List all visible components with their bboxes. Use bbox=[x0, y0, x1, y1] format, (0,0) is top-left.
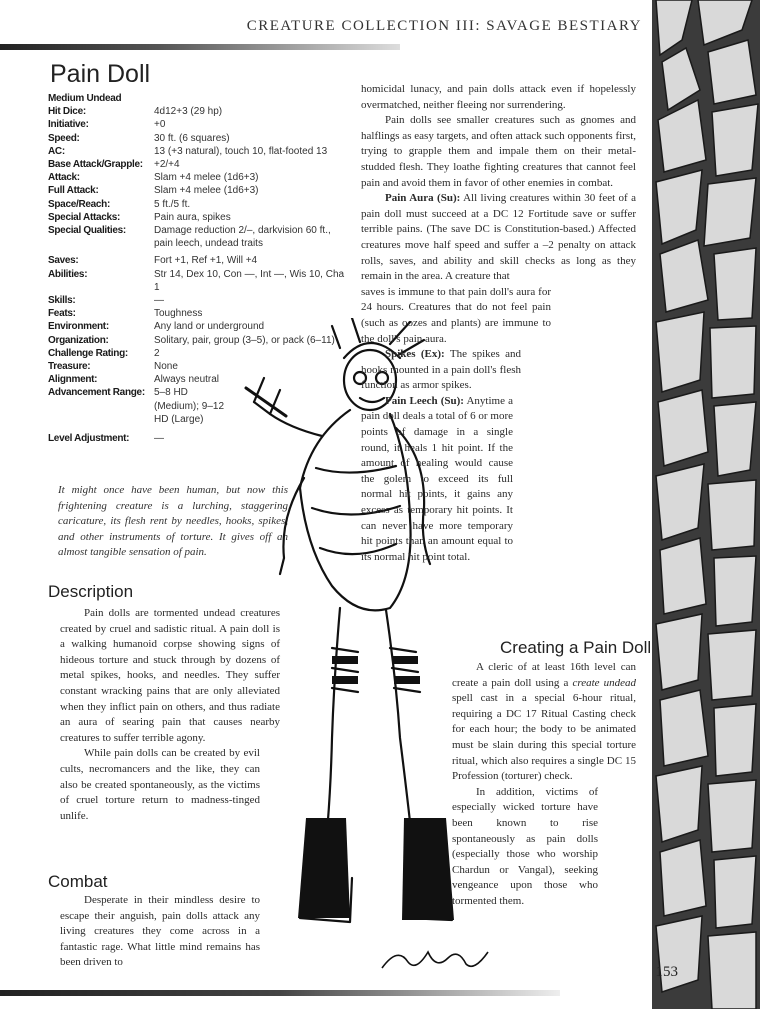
stat-value: Str 14, Dex 10, Con —, Int —, Wis 10, Cha 1 bbox=[154, 268, 345, 293]
stat-label: Advancement Range: bbox=[48, 387, 145, 399]
stat-label: Abilities: bbox=[48, 268, 88, 280]
stat-value: Fort +1, Ref +1, Will +4 bbox=[154, 255, 258, 267]
stat-label: Feats: bbox=[48, 308, 76, 320]
stat-value: Pain aura, spikes bbox=[154, 211, 231, 223]
stat-value: — bbox=[154, 433, 164, 445]
description-paragraph: While pain dolls can be created by evil cults, necromancers and the like, they can also be created spontaneously, as the victims of cruel torture return to madness-tinged unlife. bbox=[60, 747, 260, 822]
stat-value: None bbox=[154, 361, 178, 373]
stat-label: Skills: bbox=[48, 295, 76, 307]
stat-label: Base Attack/Grapple: bbox=[48, 159, 143, 171]
creature-type-row bbox=[48, 92, 348, 105]
stat-label: Speed: bbox=[48, 132, 80, 144]
stat-row bbox=[48, 158, 348, 171]
stat-row bbox=[48, 268, 348, 294]
stat-label: Special Qualities: bbox=[48, 225, 126, 237]
creating-text-b: spell cast in a special 6-hour ritual, requiring a DC 17 Ritual Casting check for each hour; the body to be animated must be slain during this special torture ritual, which also requires a single DC 15 Profession (torturer) check. bbox=[452, 692, 636, 783]
stat-value: 5–8 HD (Medium); 9–12 HD (Large) bbox=[154, 387, 225, 425]
stat-label: Special Attacks: bbox=[48, 211, 121, 223]
stat-label: Saves: bbox=[48, 255, 79, 267]
stat-row bbox=[48, 171, 348, 184]
stat-label: Environment: bbox=[48, 321, 109, 333]
stat-value: 4d12+3 (29 hp) bbox=[154, 106, 223, 118]
stat-value: Toughness bbox=[154, 308, 203, 320]
stat-value: +2/+4 bbox=[154, 159, 180, 171]
stat-row bbox=[48, 145, 348, 158]
stat-label: Hit Dice: bbox=[48, 106, 86, 118]
creating-column bbox=[452, 660, 636, 910]
running-header: CREATURE COLLECTION III: SAVAGE BESTIARY bbox=[246, 18, 642, 34]
stat-row bbox=[48, 105, 348, 118]
stat-row bbox=[48, 224, 348, 250]
stat-row bbox=[48, 211, 348, 224]
stat-label: Full Attack: bbox=[48, 185, 99, 197]
stat-row bbox=[48, 294, 348, 307]
stat-value: 5 ft./5 ft. bbox=[154, 198, 191, 210]
stat-label: Treasure: bbox=[48, 361, 91, 373]
pain-leech-text: Anytime a pain doll deals a total of 6 or more points of damage in a single round, it heals 1 hit point. If the amount of healing would cause the golem to exceed its full normal hit points, it gains any excess as temporary hit points. It can never have more temporary hit points than an amount equal to its normal hit point total. bbox=[361, 394, 513, 563]
creature-type: Medium Undead bbox=[48, 93, 122, 104]
stat-row bbox=[48, 184, 348, 197]
stat-label: Challenge Rating: bbox=[48, 347, 128, 359]
pain-aura-continued: saves is immune to that pain doll's aura for 24 hours. Creatures that do not feel pain (such as oozes and plants) are immune to the doll's pain aura. bbox=[361, 285, 551, 345]
stat-label: Initiative: bbox=[48, 119, 89, 131]
right-column bbox=[361, 82, 636, 565]
pain-leech-paragraph bbox=[361, 394, 513, 566]
spontaneous-paragraph: In addition, victims of especially wicked torture have been known to rise spontaneously as pain dolls (especially those who worship Chardun or Vangal), seeking vengeance upon those who tormented them. bbox=[452, 785, 598, 907]
stat-value: Slam +4 melee (1d6+3) bbox=[154, 185, 259, 197]
stat-value: Damage reduction 2/–, darkvision 60 ft., pain leech, undead traits bbox=[154, 225, 331, 250]
artist-signature bbox=[378, 942, 498, 983]
combat-continued-paragraph: homicidal lunacy, and pain dolls attack even if hopelessly overmatched, neither fleeing nor surrendering. bbox=[361, 83, 636, 111]
description-heading: Description bbox=[48, 582, 134, 601]
spikes-text: The spikes and hooks mounted in a pain doll's flesh function as armor spikes. bbox=[361, 348, 522, 392]
stat-value: 13 (+3 natural), touch 10, flat-footed 13 bbox=[154, 145, 328, 157]
creating-heading: Creating a Pain Doll bbox=[500, 638, 652, 657]
stat-value: Solitary, pair, group (3–5), or pack (6–11) bbox=[154, 334, 335, 346]
stat-row bbox=[48, 198, 348, 211]
stat-label: Attack: bbox=[48, 172, 80, 184]
create-undead-spell: create undead bbox=[572, 676, 636, 689]
pain-aura-title: Pain Aura (Su): bbox=[385, 192, 461, 205]
pain-aura-paragraph bbox=[361, 191, 636, 285]
stat-row bbox=[48, 118, 348, 131]
spikes-title: Spikes (Ex): bbox=[385, 348, 445, 361]
pain-aura-text: All living creatures within 30 feet of a pain doll must succeed at a DC 12 Fortitude save or suffer terrible pains. (The save DC is Constitution-based.) Affected creatures move half speed and suffer a –2 penalty on attack rolls, saves, and ability and skill checks as long as they remain in the area. A creature that bbox=[361, 192, 636, 283]
top-divider bbox=[0, 44, 400, 50]
creature-name: Pain Doll bbox=[50, 60, 151, 88]
stat-value: Always neutral bbox=[154, 374, 220, 386]
stat-row bbox=[48, 132, 348, 145]
creating-text-a: A cleric of at least 16th level can create a pain doll using a bbox=[452, 661, 636, 689]
stat-row bbox=[48, 254, 348, 267]
combat-column bbox=[60, 893, 260, 971]
spikes-paragraph bbox=[361, 347, 521, 394]
stat-label: Organization: bbox=[48, 334, 109, 346]
bottom-divider bbox=[0, 990, 560, 996]
combat-heading: Combat bbox=[48, 872, 108, 891]
stat-label: Level Adjustment: bbox=[48, 433, 130, 445]
stat-value: 2 bbox=[154, 347, 160, 359]
page-number: 153 bbox=[655, 964, 678, 980]
target-preference-paragraph: Pain dolls see smaller creatures such as gnomes and halflings as easy targets, and often attack such opponents first, trying to grapple them and impale them on their metal-studded flesh. They loathe fighting creatures that cannot feel pain and avoid them in favor of other enemies in combat. bbox=[361, 114, 636, 189]
stat-value: 30 ft. (6 squares) bbox=[154, 132, 230, 144]
combat-paragraph: Desperate in their mindless desire to escape their anguish, pain dolls attack any living creatures they come across in a fantastic rage. What little mind remains has been driven to bbox=[60, 894, 260, 969]
flavor-text: It might once have been human, but now this frightening creature is a lurching, staggering caricature, its flesh rent by needles, hooks, spikes, and other instruments of torture. It gives off an almost tangible sensation of pain. bbox=[58, 484, 288, 558]
stat-value: Slam +4 melee (1d6+3) bbox=[154, 172, 259, 184]
stat-value: Any land or underground bbox=[154, 321, 265, 333]
pain-leech-title: Pain Leech (Su): bbox=[385, 394, 464, 407]
crackle-texture-border bbox=[652, 0, 760, 1009]
creating-paragraph bbox=[452, 660, 636, 785]
description-paragraph: Pain dolls are tormented undead creatures created by cruel and sadistic ritual. A pain doll is a walking humanoid corpse showing signs of hideous torture and stuck through by dozens of metal spikes, hooks, and needles. They suffer constant wracking pains that are only alleviated when they inflict pain on others, and thus radiate an aura of searing pain that causes nearby creatures to suffer terrible agony. bbox=[60, 607, 280, 744]
stat-label: AC: bbox=[48, 145, 65, 157]
stat-label: Space/Reach: bbox=[48, 198, 110, 210]
stat-value: +0 bbox=[154, 119, 166, 131]
stat-label: Alignment: bbox=[48, 374, 98, 386]
stat-value: — bbox=[154, 295, 164, 307]
